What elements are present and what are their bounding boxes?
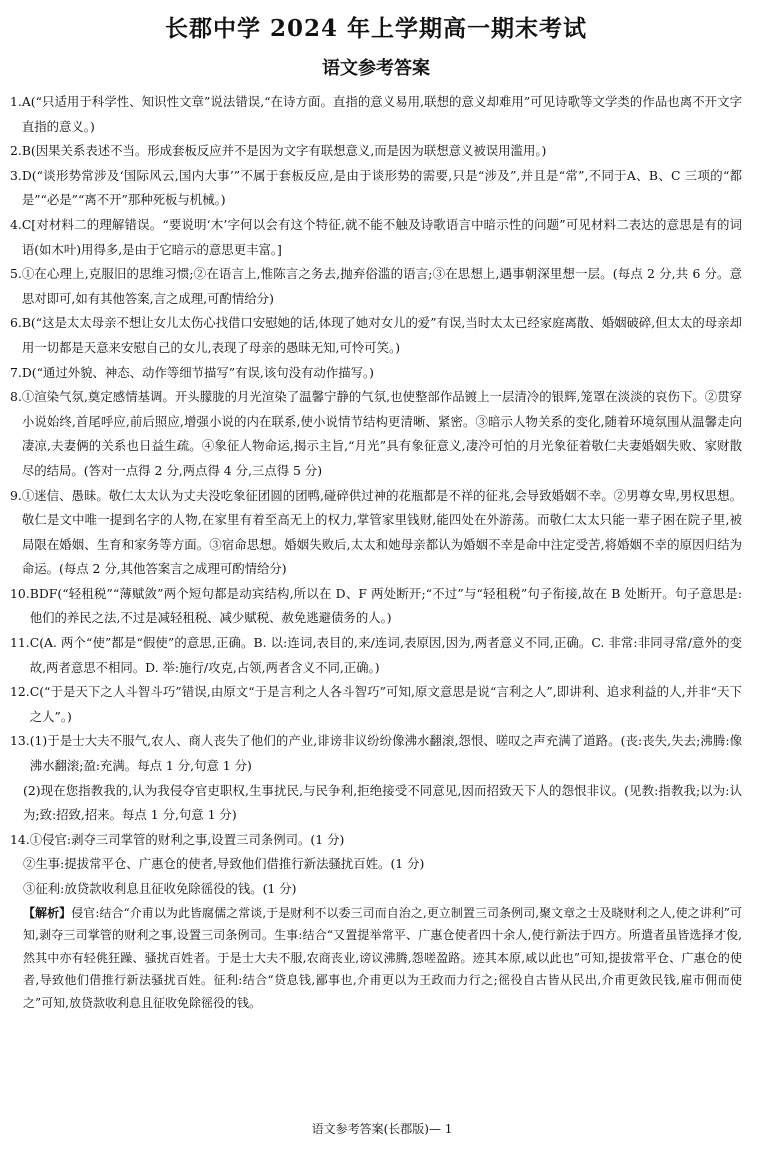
answer-14-line-3: ③征利:放贷款收利息且征收免除徭役的钱。(1 分) (23, 881, 297, 896)
answer-text: B(“这是太太母亲不想让女儿太伤心找借口安慰她的话,体现了她对女儿的爱”有误,当时太太已经家庭离散、婚姻破碎,但太太的母亲却用一切都是天意来安慰自己的女儿,表现了母亲的愚昧无知,可怜可笑。) (21, 315, 742, 355)
answer-text: BDF(“轻租税”“薄赋敛”两个短句都是动宾结构,所以在 D、F 两处断开;“不过”与“轻租税”句子衔接,故在 B 处断开。句子意思是:他们的养民之法,不过是减轻租税、减少赋税、赦免逃避债务的人。) (29, 585, 742, 626)
answer-item-9 (10, 484, 742, 582)
answer-item-12 (10, 680, 742, 729)
analysis-tag: 【解析】 (23, 905, 72, 920)
answer-text: D(“谈形势常涉及‘国际风云,国内大事’”不属于套板反应,是由于谈形势的需要,只是“涉及”,并且是“常”,不同于A、B、C 三项的“都是”“必是”“离不开”那种死板与机械。) (21, 167, 742, 208)
answer-text: C[对材料二的理解错误。“要说明‘木’字何以会有这个特征,就不能不触及诗歌语言中暗示性的问题”可见材料二表达的意思是有的词语(如木叶)用得多,是由于它暗示的意思更丰富。] (21, 216, 742, 257)
answer-item-13 (10, 729, 742, 778)
answer-number: 8. (10, 389, 22, 405)
answer-number: 11. (10, 635, 30, 651)
analysis-text: 侵官:结合“介甫以为此皆腐儒之常谈,于是财利不以委三司而自治之,更立制置三司条例司,聚文章之士及晓财利之人,使之讲利”可知,剥夺三司掌管的财利之事,设置三司条例司。生事:结合“又置提举常平、广惠仓使者四十余人,使行新法于四方。所遣者虽皆选择才俊,然其中亦有轻佻狂躁、骚扰百姓者。于是士大夫不服,农商丧业,谤议沸腾,怨嗟盈路。迹其本原,咸以此也”可知,提拔常平仓、广惠仓的使者,导致他们借推行新法骚扰百姓。征利:结合“贷息钱,鄙事也,介甫更以为王政而力行之;徭役自古皆从民出,介甫更敛民钱,雇市佣而使之”可知,放贷款收利息且征收免除徭役的钱。 (23, 905, 742, 1010)
answer-item-6 (10, 311, 742, 360)
answer-number: 9. (10, 487, 22, 503)
answer-text: C(A. 两个“使”都是“假使”的意思,正确。B. 以:连词,表目的,来/连词,表原因,因为,两者意义不同,正确。C. 非常:非同寻常/意外的变故,两者意思不相同。D. 举:施行/攻克,占领,两者含义不同,正确。) (29, 635, 742, 675)
answer-item-8 (10, 385, 742, 483)
answer-list (10, 90, 742, 1015)
answer-number: 5. (10, 266, 22, 282)
answer-text: B(因果关系表述不当。形成套板反应并不是因为文字有联想意义,而是因为联想意义被误用滥用。) (21, 143, 547, 159)
answer-number: 13. (10, 733, 30, 749)
answer-14-line-2: ②生事:提拔常平仓、广惠仓的使者,导致他们借推行新法骚扰百姓。(1 分) (23, 856, 425, 872)
answer-item-10 (10, 582, 742, 631)
answer-text: ①在心理上,克服旧的思维习惯;②在语言上,惟陈言之务去,抛弃俗滥的语言;③在思想上,遇事朝深里想一层。(每点 2 分,共 6 分。意思对即可,如有其他答案,言之成理,可酌情给分) (21, 266, 742, 306)
exam-title: 长郡中学 2024 年上学期高一期末考试 (164, 15, 588, 42)
answer-number: 6. (10, 315, 22, 331)
answer-item-1 (10, 90, 742, 139)
answer-text: D(“通过外貌、神态、动作等细节描写”有误,该句没有动作描写。) (21, 364, 374, 380)
answer-number: 2. (10, 143, 22, 159)
document-subtitle: 语文参考答案 (322, 58, 430, 79)
answer-number: 12. (10, 684, 30, 700)
answer-number: 7. (10, 364, 22, 380)
answer-item-14 (10, 828, 742, 853)
answer-text: (1)于是士大夫不服气,农人、商人丧失了他们的产业,诽谤非议纷纷像沸水翻滚,怨恨、嗟叹之声充满了道路。(丧:丧失,失去;沸腾:像沸水翻滚;盈:充满。每点 1 分,句意 1 分) (29, 733, 742, 774)
answer-number: 14. (10, 831, 30, 847)
answer-item-3 (10, 164, 742, 213)
analysis-block (10, 902, 742, 1015)
answer-number: 3. (10, 167, 22, 183)
answer-text: C(“于是天下之人斗智斗巧”错误,由原文“于是言利之人各斗智巧”可知,原文意思是说“言利之人”,即讲利、追求利益的人,并非“天下之人”。) (29, 684, 742, 724)
answer-item-4 (10, 213, 742, 262)
page-footer: 语文参考答案(长郡版)— 1 (311, 1122, 453, 1136)
answer-text: ①渲染气氛,奠定感情基调。开头朦胧的月光渲染了温馨宁静的气氛,也使整部作品镀上一层清冷的银辉,笼罩在淡淡的哀伤下。②贯穿小说始终,首尾呼应,前后照应,增强小说的内在联系,使小说情节结构更清晰、紧密。③暗示人物关系的变化,随着环境氛围从温馨走向凄凉,夫妻俩的关系也日益生疏。④象征人物命运,揭示主旨,“月光”具有象征意义,凄冷可怕的月光象征着敬仁夫妻婚姻失败、家财散尽的结局。(答对一点得 2 分,两点得 4 分,三点得 5 分) (21, 389, 742, 478)
answer-item-2 (10, 139, 742, 164)
answer-number: 4. (10, 216, 22, 232)
answer-text: ①迷信、愚昧。敬仁太太认为丈夫没吃象征团圆的团鸭,碰碎供过神的花瓶都是不祥的征兆,会导致婚姻不幸。②男尊女卑,男权思想。敬仁是文中唯一提到名字的人物,在家里有着至高无上的权力,掌管家里钱财,能四处在外游荡。而敬仁太太只能一辈子困在院子里,被局限在婚姻、生育和家务等方面。③宿命思想。婚姻失败后,太太和她母亲都认为婚姻不幸是命中注定受苦,将婚姻不幸的原因归结为命运。(每点 2 分,其他答案言之成理可酌情给分) (21, 487, 742, 577)
answer-item-11 (10, 631, 742, 680)
answer-text: ①侵官:剥夺三司掌管的财利之事,设置三司条例司。(1 分) (29, 831, 345, 847)
answer-text: A(“只适用于科学性、知识性文章”说法错误,“在诗方面。直指的意义易用,联想的意义却难用”可见诗歌等文学类的作品也离不开文字直指的意义。) (21, 94, 742, 134)
answer-item-7 (10, 361, 742, 386)
answer-number: 10. (10, 585, 30, 601)
answer-item-5 (10, 262, 742, 311)
answer-13-part-2: (2)现在您指教我的,认为我侵夺官吏职权,生事扰民,与民争利,拒绝接受不同意见,因而招致天下人的怨恨非议。(见教:指教我;以为:认为;致:招致,招来。每点 1 分,句意 1 分) (23, 782, 742, 823)
answer-number: 1. (10, 94, 22, 109)
